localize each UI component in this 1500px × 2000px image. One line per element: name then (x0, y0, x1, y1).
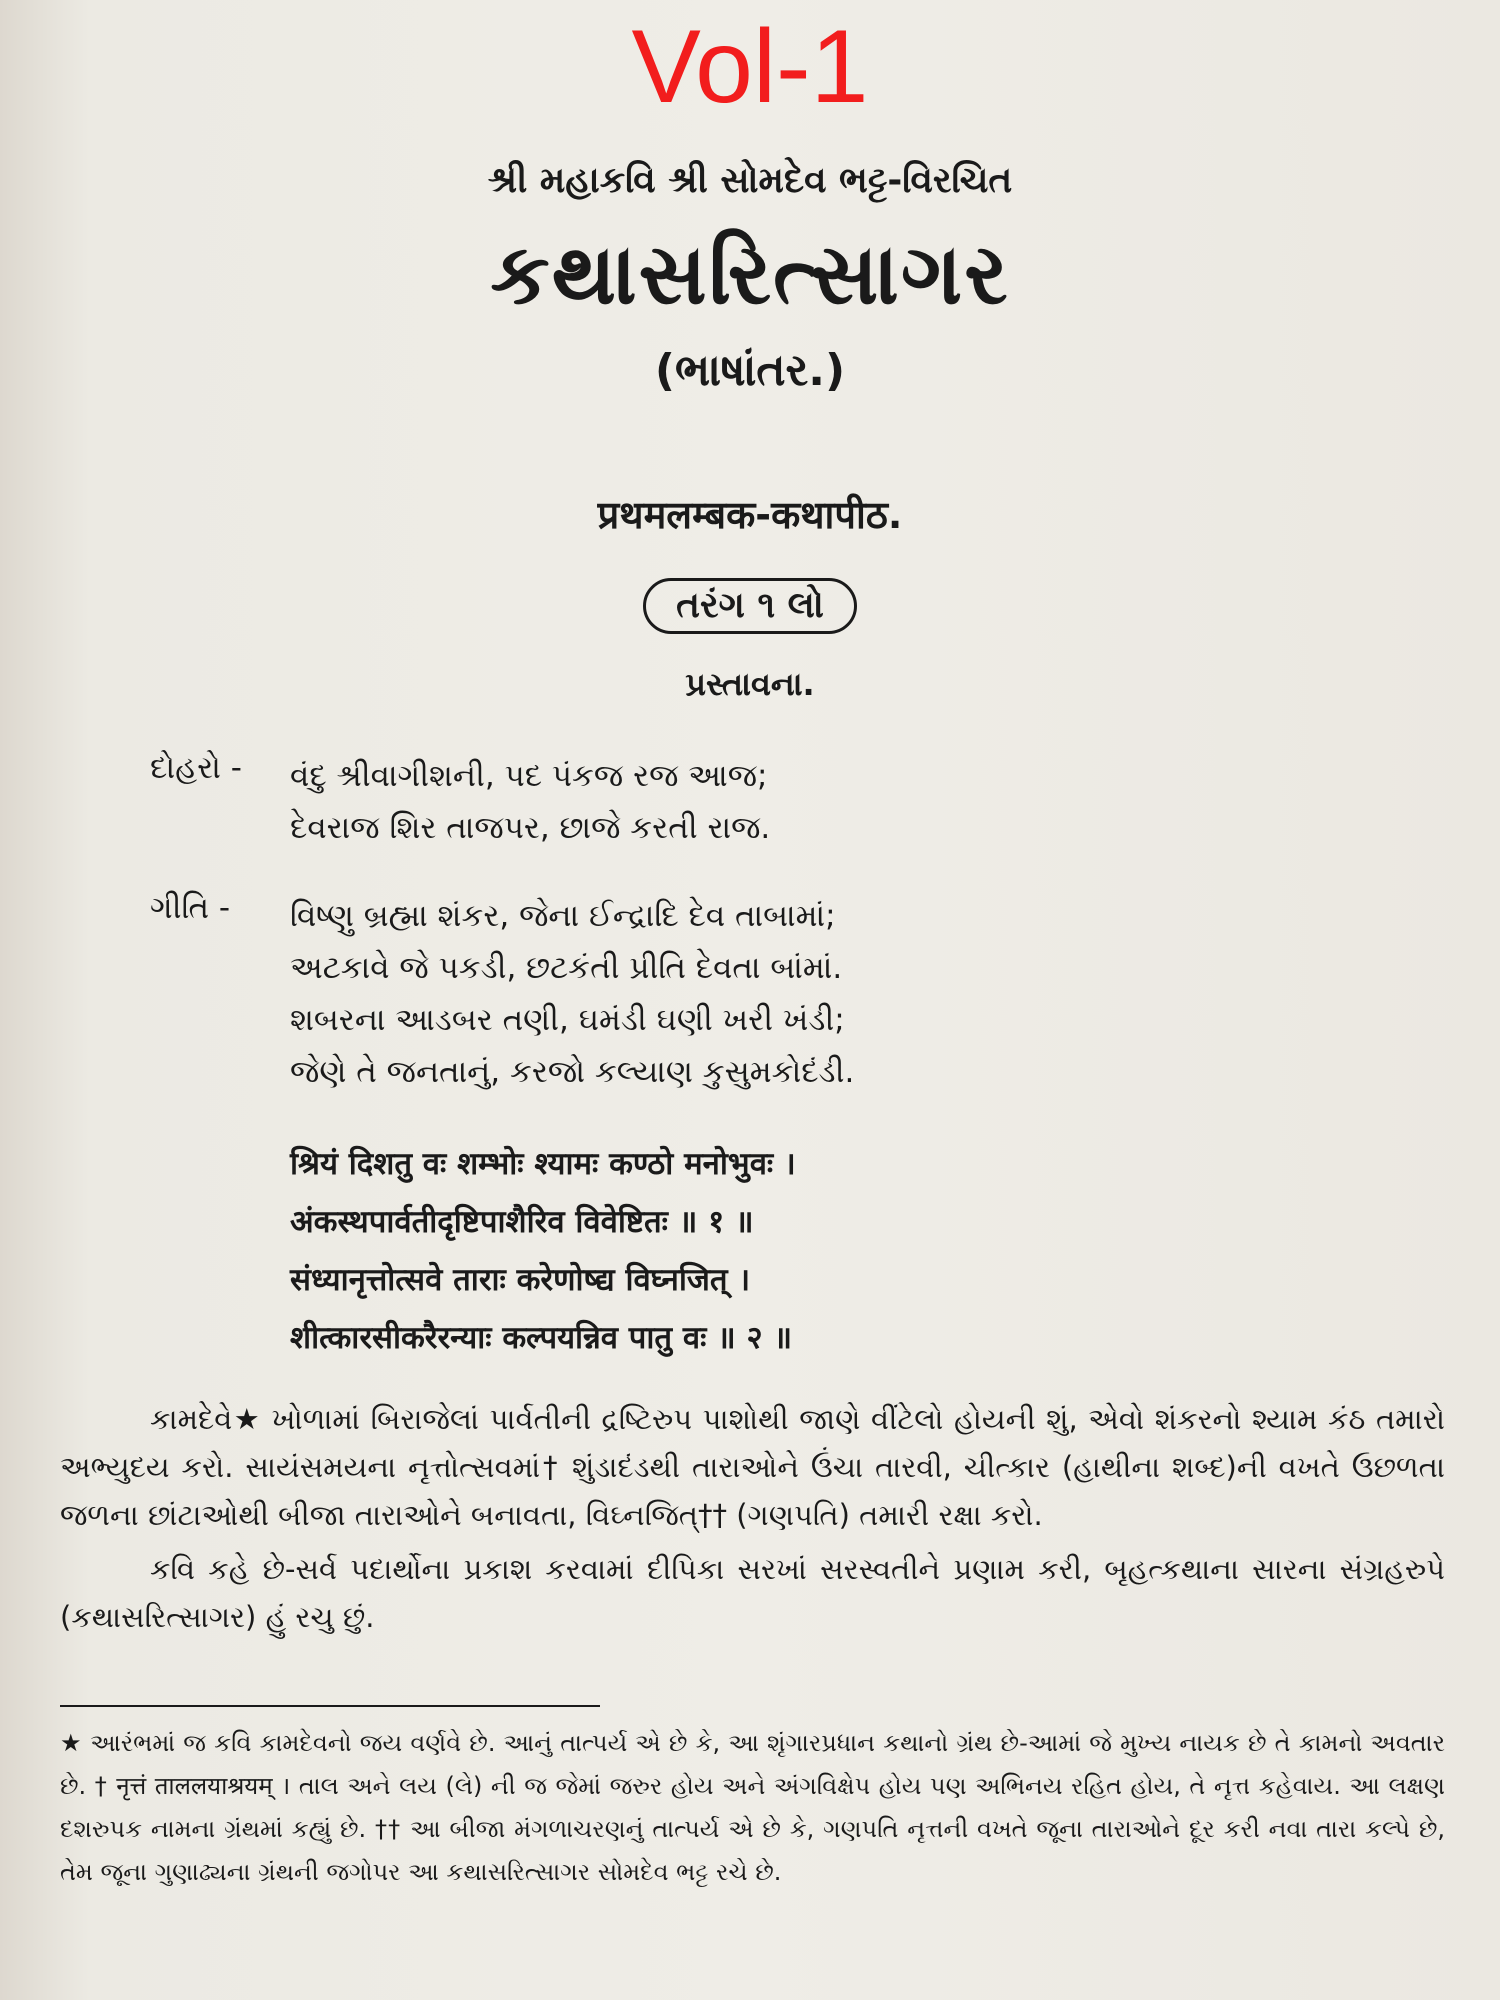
shloka-line: अंकस्थपार्वतीदृष्टिपाशैरिव विवेष्टितः ॥ १ ॥ (290, 1204, 754, 1240)
footnotes (60, 1722, 1445, 1894)
verse-line: જેણે તે જનતાનું, કરજો કલ્યાણ કુસુમકોદંડી. (290, 1054, 855, 1090)
taranga-container (0, 578, 1500, 634)
translation-note: (ભાષાંતર.) (654, 345, 846, 396)
verse-label: દોહરો - (150, 750, 242, 786)
shloka-line: संध्यानृत्तोत्सवे ताराः करेणोष्द्य विघ्नजित् । (290, 1262, 751, 1298)
shloka-line: शीत्कारसीकरैरन्याः कल्पयन्निव पातु वः ॥ २ ॥ (290, 1320, 793, 1356)
verse-line: દેવરાજ શિર તાજપર, છાજે કરતી રાજ. (290, 810, 771, 846)
verse-label: ગીતિ - (150, 890, 231, 926)
footnote-text: ★ આરંભમાં જ કવિ કામદેવનો જય વર્ણવે છે. આનું તાત્પર્ય એ છે કે, આ શૃંગારપ્રધાન કથાનો ગ્રંથ છે-આમાં જે મુખ્ય નાયક છે તે કામનો અવતાર છે. † नृत्तं ताललयाश्रयम् । તાલ અને લય (લે) ની જ જેમાં જરુર હોય અને અંગવિક્ષેપ હોય પણ અભિનય રહિત હોય, તે નૃત્ત કહેવાય. આ લક્ષણ દશરુપક નામના ગ્રંથમાં કહ્યું છે. †† આ બીજા મંગળાચરણનું તાત્પર્ય એ છે કે, ગણપતિ નૃત્તની વખતે જૂના તારાઓને દૂર કરી નવા તારા કલ્પે છે, તેમ જૂના ગુણાઢ્યના ગ્રંથની જગોપર આ કથાસરિત્સાગર સોમદેવ ભટ્ટ રચે છે. (60, 1729, 1445, 1886)
dohro-verse (150, 750, 1400, 854)
chapter-heading: प्रथमलम्बक-कथापीठ. (597, 493, 903, 537)
sanskrit-shloka (290, 1135, 1390, 1367)
verse-line: વંદુ શ્રીવાગીશની, પદ પંકજ રજ આજ; (290, 758, 768, 794)
verse-line: શબરના આડબર તણી, ઘમંડી ઘણી ખરી ખંડી; (290, 1002, 845, 1038)
volume-label: Vol-1 (631, 9, 869, 125)
verse-line: વિષ્ણુ બ્રહ્મા શંકર, જેના ઈન્દ્રાદિ દેવ તાબામાં; (290, 898, 836, 934)
footnote-divider (60, 1705, 600, 1707)
book-title: કથાસરિત્સાગર (490, 225, 1010, 323)
shloka-line: श्रियं दिशतु वः शम्भोः श्यामः कण्ठो मनोभुवः । (290, 1146, 796, 1182)
giti-verse (150, 890, 1400, 1098)
author-line: શ્રી મહાકવિ શ્રી સોમદેવ ભટ્ટ-વિરચિત (487, 160, 1013, 201)
taranga-badge: તરંગ ૧ લો (643, 578, 857, 634)
verse-line: અટકાવે જે પકડી, છટકંતી પ્રીતિ દેવતા બાંમાં. (290, 950, 843, 986)
prose-paragraph: કામદેવે★ ખોળામાં બિરાજેલાં પાર્વતીની દ્રષ્ટિરુપ પાશોથી જાણે વીંટેલો હોયની શું, એવો શંકરનો શ્યામ કંઠ તમારો અભ્યુદય કરો. સાયંસમયના નૃત્તોત્સવમાં† શુંડાદંડથી તારાઓને ઉંચા તારવી, ચીત્કાર (હાથીના શબ્દ)ની વખતે ઉછળતા જળના છાંટાઓથી બીજા તારાઓને બનાવતા, વિઘ્નજિત્†† (ગણપતિ) તમારી રક્ષા કરો. (60, 1402, 1445, 1532)
section-heading: પ્રસ્તાવના. (685, 665, 815, 703)
prose-translation (60, 1395, 1445, 1641)
prose-paragraph: કવિ કહે છે-સર્વ પદાર્થોના પ્રકાશ કરવામાં દીપિકા સરખાં સરસ્વતીને પ્રણામ કરી, બૃહત્કથાના સારના સંગ્રહરુપે (કથાસરિત્સાગર) હું રચુ છું. (60, 1552, 1445, 1634)
